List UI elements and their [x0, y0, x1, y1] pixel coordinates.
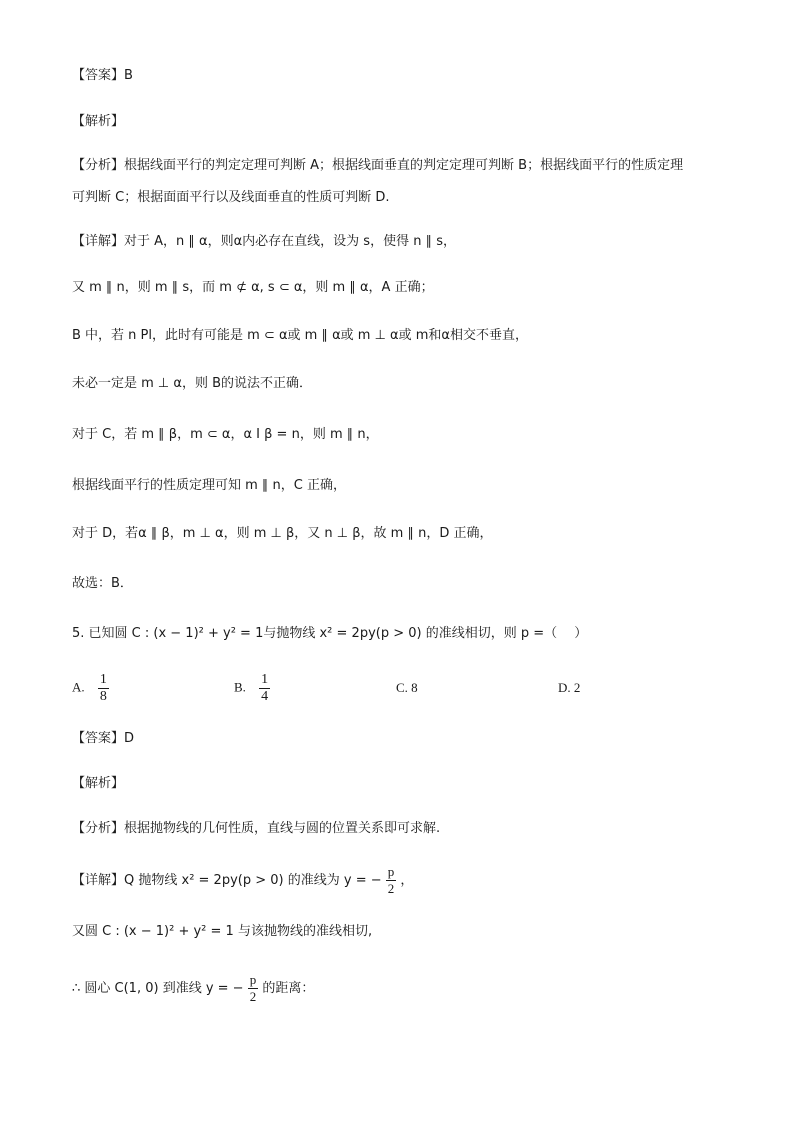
detail-4-line-6: 根据线面平行的性质定理可知 m ∥ n，C 正确，: [72, 478, 347, 493]
detail-5-line-3-text: ∴ 圆心 C(1, 0) 到准线 y = −: [72, 981, 244, 996]
answer-5: 【答案】D: [72, 731, 135, 746]
fraction-denominator: 2: [387, 881, 395, 896]
detail-4-line-4: 未必一定是 m ⊥ α，则 B的说法不正确．: [72, 376, 313, 391]
detail-4-conclusion: 故选：B．: [72, 576, 133, 591]
fraction-p-over-2-b: [248, 972, 259, 1005]
option-a-fraction: [98, 672, 109, 705]
option-c: C. 8: [396, 680, 418, 695]
fraction-p-over-2: [386, 864, 397, 897]
fraction-numerator-b: p: [249, 972, 257, 987]
detail-5-line-1-end: ，: [400, 873, 414, 888]
detail-5-line-1-text: 【详解】Q 抛物线 x² = 2py(p > 0) 的准线为 y = −: [72, 873, 382, 888]
analysis-4-line-2: 可判断 C；根据面面平行以及线面垂直的性质可判断 D.: [72, 190, 390, 205]
detail-5-line-3-end: 的距离：: [262, 981, 315, 996]
option-d: D. 2: [558, 680, 581, 695]
option-a: [72, 672, 109, 705]
question-5: 5. 已知圆 C : (x − 1)² + y² = 1与抛物线 x² = 2py(p > 0) 的准线相切，则 p =（ ）: [72, 626, 588, 641]
detail-4-line-2: 又 m ∥ n，则 m ∥ s，而 m ⊄ α, s ⊂ α，则 m ∥ α，A 正确；: [72, 280, 434, 295]
option-a-label: A.: [72, 679, 85, 695]
option-b-fraction: [259, 672, 270, 705]
option-b-label: B.: [234, 679, 246, 695]
detail-4-line-3: B 中，若 n Pl，此时有可能是 m ⊂ α或 m ∥ α或 m ⊥ α或 m和α相交不垂直，: [72, 328, 528, 343]
detail-5-line-3: [72, 972, 314, 1005]
analysis-heading-5: 【解析】: [72, 776, 125, 791]
fraction-denominator-b: 2: [249, 989, 257, 1004]
detail-5-line-2: 又圆 C : (x − 1)² + y² = 1 与该抛物线的准线相切,: [72, 924, 373, 939]
detail-4-line-1: 【详解】对于 A，n ∥ α，则α内必存在直线，设为 s，使得 n ∥ s，: [72, 234, 456, 249]
option-b-numerator: 1: [261, 672, 269, 687]
analysis-5: 【分析】根据抛物线的几何性质，直线与圆的位置关系即可求解.: [72, 821, 441, 836]
option-b-denominator: 4: [261, 689, 269, 704]
answer-4: 【答案】B: [72, 68, 133, 83]
fraction-numerator: p: [387, 864, 395, 879]
detail-4-line-7: 对于 D，若α ∥ β，m ⊥ α，则 m ⊥ β，又 n ⊥ β，故 m ∥ n，D 正确，: [72, 526, 493, 541]
analysis-heading-4: 【解析】: [72, 114, 125, 129]
option-a-numerator: 1: [99, 672, 107, 687]
option-b: [234, 672, 270, 705]
detail-5-line-1: [72, 864, 413, 897]
detail-4-line-5: 对于 C，若 m ∥ β，m ⊂ α，α I β = n，则 m ∥ n，: [72, 427, 379, 442]
analysis-4-line-1: 【分析】根据线面平行的判定定理可判断 A；根据线面垂直的判定定理可判断 B；根据线面平行的性质定理: [72, 158, 684, 173]
option-a-denominator: 8: [99, 689, 107, 704]
